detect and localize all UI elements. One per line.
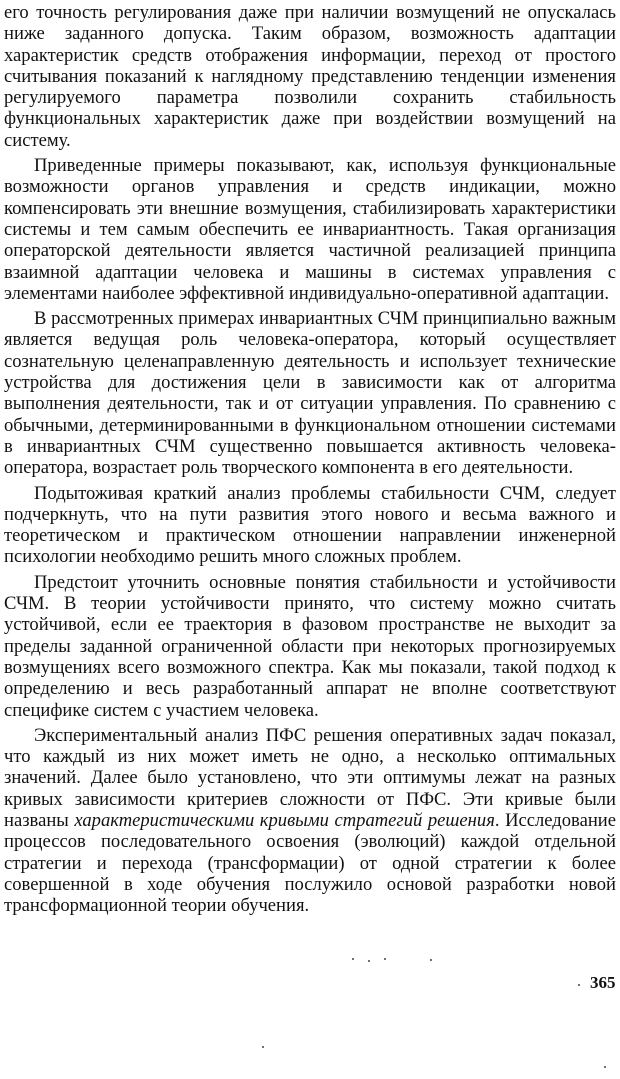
paragraph-3: В рассмотренных примерах инвариантных СЧМ принципиально важным является ведущая роль человека-оператора, который осуществляет сознательную целенаправленную деятельность и использует технические устройства для достижения цели в зависимости как от алгоритма выполнения деятельности, так и от ситуации управления. По сравнению с обычными, детерминированными в функциональном отношении системами в инвариантных СЧМ существенно повышается активность человека-оператора, возрастает роль творческого компонента в его деятельности. — [4, 308, 616, 479]
scan-speck — [352, 958, 354, 960]
paragraph-6 — [4, 725, 616, 917]
paragraph-6-emphasis: характеристическими кривыми стратегий решения — [74, 809, 495, 831]
scan-speck — [604, 1066, 606, 1068]
paragraph-6-text-start: Экспериментальный анализ ПФС решения оперативных задач показал, что каждый из них может иметь не одно, а несколько оптимальных значений. Далее было установлено, что эти оптимумы лежат на разных кривых зависимости критериев сложности от ПФС. Эти кривые были названы — [4, 724, 616, 831]
scan-speck — [384, 958, 386, 960]
body-text — [4, 2, 616, 920]
scan-speck — [368, 960, 370, 962]
scan-speck — [430, 959, 432, 961]
paragraph-6-text-end: . Исследование процессов последовательного освоения (эволюций) каждой отдельной стратегии и перехода (трансформации) от одной стратегии к более совершенной в ходе обучения послужило основой разработки новой трансформационной теории обучения. — [4, 809, 616, 917]
paragraph-5: Предстоит уточнить основные понятия стабильности и устойчивости СЧМ. В теории устойчивости принято, что систему можно считать устойчивой, если ее траектория в фазовом пространстве не выходит за пределы заданной ограниченной области при некоторых прогнозируемых возмущениях всего возможного спектра. Как мы показали, такой подход к определению и весь разработанный аппарат не вполне соответствуют специфике систем с участием человека. — [4, 571, 616, 721]
paragraph-1: его точность регулирования даже при наличии возмущений не опускалась ниже заданного допуска. Таким образом, возможность адаптации характеристик средств отображения информации, переход от простого считывания показаний к наглядному представлению тенденции изменения регулируемого параметра позволили сохранить стабильность функциональных характеристик даже при воздействии возмущений на систему. — [4, 2, 616, 151]
paragraph-4: Подытоживая краткий анализ проблемы стабильности СЧМ, следует подчеркнуть, что на пути развития этого нового и весьма важного и теоретическом и практическом отношении направлении инженерной психологии необходимо решить много сложных проблем. — [4, 482, 616, 568]
paragraph-2: Приведенные примеры показывают, как, используя функциональные возможности органов управления и средств индикации, можно компенсировать эти внешние возмущения, стабилизировать характеристики системы и тем самым обеспечить ее инвариантность. Такая организация операторской деятельности является частичной реализацией принципа взаимной адаптации человека и машины в системах управления с элементами наиболее эффективной индивидуально-оперативной адаптации. — [4, 155, 616, 304]
page-number: 365 — [590, 973, 616, 992]
scan-speck — [578, 984, 580, 986]
scan-speck — [262, 1046, 264, 1048]
